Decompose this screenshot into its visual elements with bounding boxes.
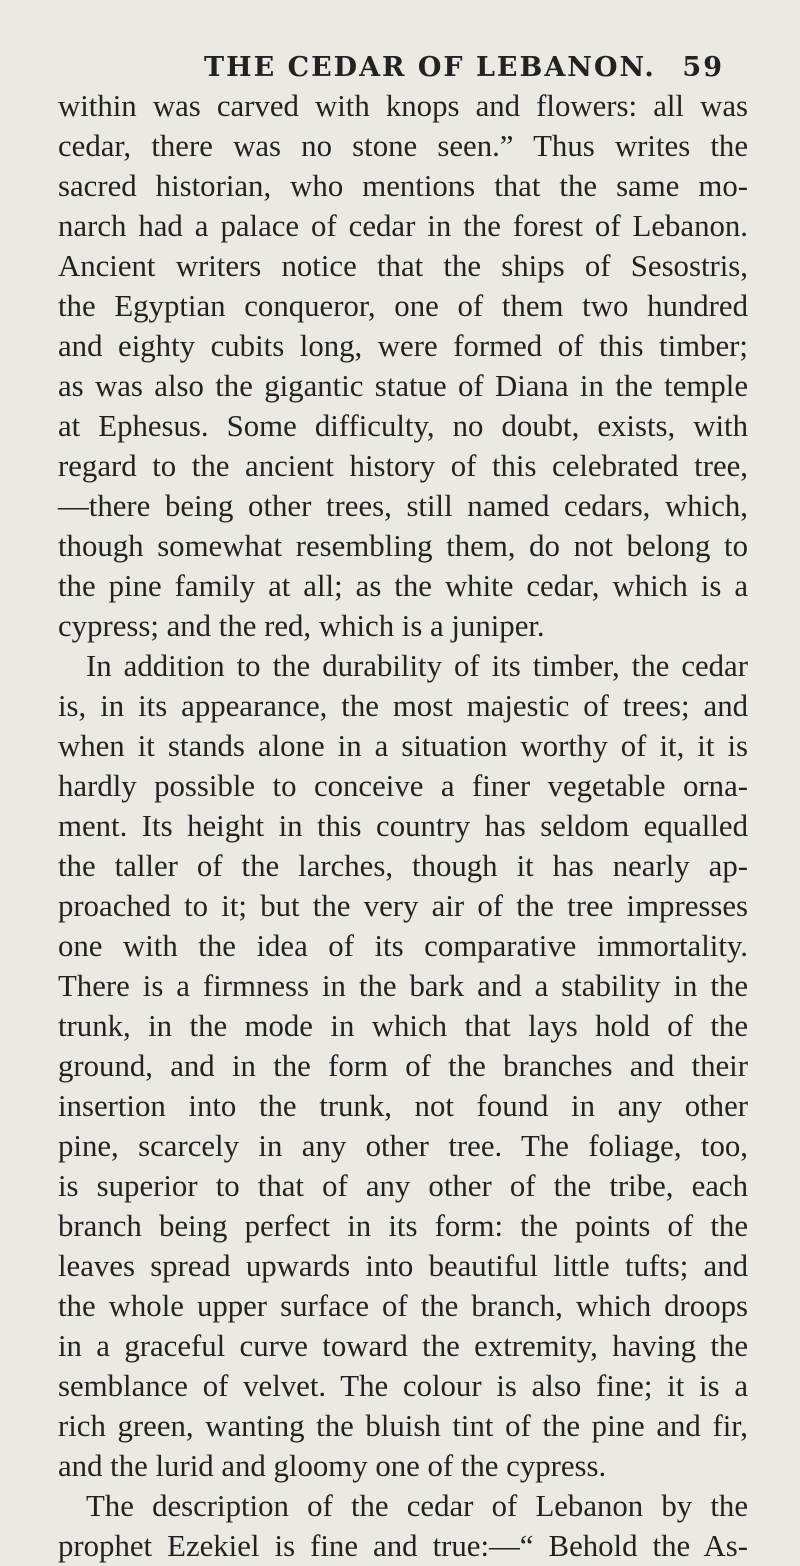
text-line: sacred historian, who mentions that the same mo- [58,169,748,203]
text-line: prophet Ezekiel is fine and true:—“ Behold the As- [58,1529,748,1563]
text-line: Ancient writers notice that the ships of Sesostris, [58,249,748,283]
text-line: ground, and in the form of the branches and their [58,1049,748,1083]
text-line: semblance of velvet. The colour is also fine; it is a [58,1369,748,1403]
body-text [58,86,748,1566]
text-line: regard to the ancient history of this celebrated tree, [58,449,748,483]
text-line: the pine family at all; as the white cedar, which is a [58,569,748,603]
text-line: insertion into the trunk, not found in any other [58,1089,748,1123]
text-line: the taller of the larches, though it has nearly ap- [58,849,748,883]
text-line: the Egyptian conqueror, one of them two hundred [58,289,748,323]
running-header [204,52,724,84]
text-line: is superior to that of any other of the tribe, each [58,1169,748,1203]
page-number: 59 [682,52,724,83]
text-line: narch had a palace of cedar in the forest of Lebanon. [58,209,748,243]
text-line: in a graceful curve toward the extremity, having the [58,1329,748,1363]
text-line: ment. Its height in this country has seldom equalled [58,809,748,843]
text-line: trunk, in the mode in which that lays hold of the [58,1009,748,1043]
text-line: cypress; and the red, which is a juniper. [58,609,545,643]
text-line: and eighty cubits long, were formed of this timber; [58,329,748,363]
text-line: one with the idea of its comparative immortality. [58,929,748,963]
text-line: branch being perfect in its form: the points of the [58,1209,748,1243]
text-line: pine, scarcely in any other tree. The foliage, too, [58,1129,748,1163]
text-line: —there being other trees, still named cedars, which, [58,489,748,523]
text-line: though somewhat resembling them, do not belong to [58,529,748,563]
text-line: within was carved with knops and flowers: all was [58,89,748,123]
text-line: In addition to the durability of its timber, the cedar [86,649,748,683]
text-line: is, in its appearance, the most majestic of trees; and [58,689,748,723]
text-line: hardly possible to conceive a finer vegetable orna- [58,769,748,803]
text-line: rich green, wanting the bluish tint of the pine and fir, [58,1409,748,1443]
text-line: at Ephesus. Some difficulty, no doubt, exists, with [58,409,748,443]
text-line: the whole upper surface of the branch, which droops [58,1289,748,1323]
text-line: leaves spread upwards into beautiful little tufts; and [58,1249,748,1283]
text-line: as was also the gigantic statue of Diana in the temple [58,369,748,403]
text-line: The description of the cedar of Lebanon by the [86,1489,748,1523]
text-line: cedar, there was no stone seen.” Thus writes the [58,129,748,163]
text-line: and the lurid and gloomy one of the cypress. [58,1449,607,1483]
running-title: THE CEDAR OF LEBANON. [204,52,656,83]
text-line: proached to it; but the very air of the tree impresses [58,889,748,923]
text-line: There is a firmness in the bark and a stability in the [58,969,748,1003]
text-line: when it stands alone in a situation worthy of it, it is [58,729,748,763]
